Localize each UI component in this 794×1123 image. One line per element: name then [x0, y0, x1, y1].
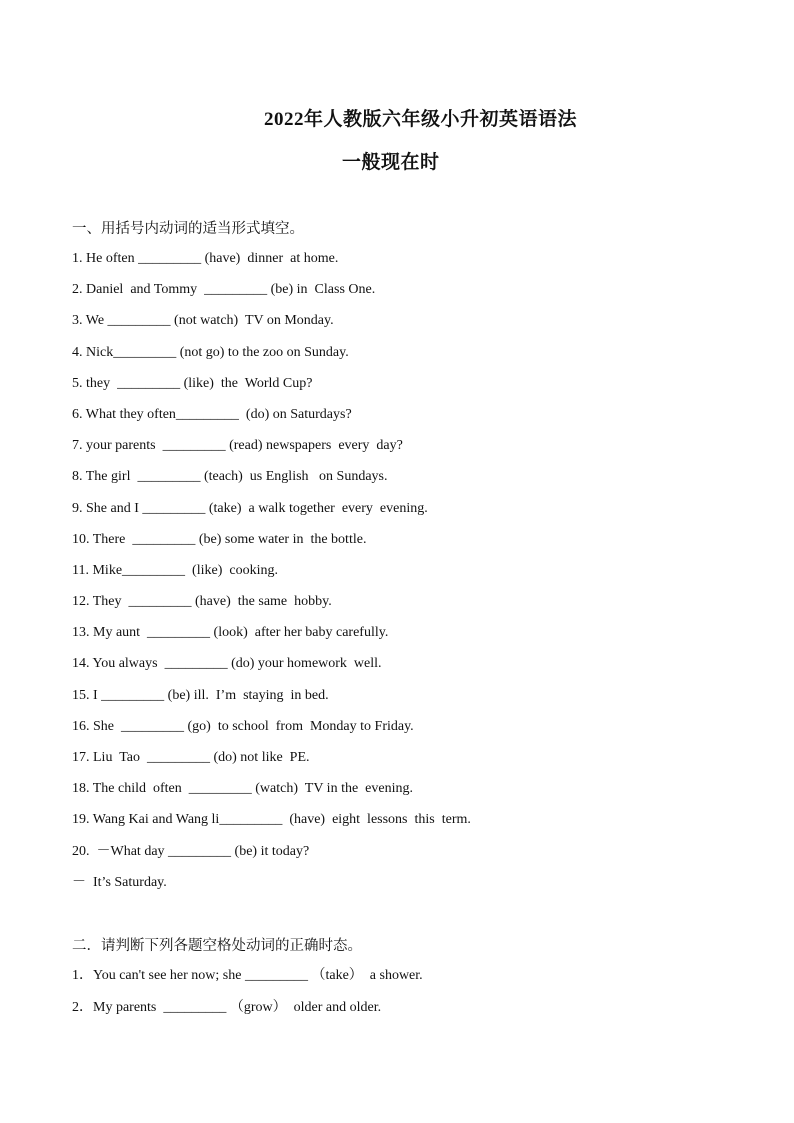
question-item: 2. Daniel and Tommy _________ (be) in Class One. [72, 282, 376, 298]
question-item: 2．My parents _________ （grow） older and older. [72, 999, 382, 1015]
section-1-heading: 一、用括号内动词的适当形式填空。 [72, 221, 304, 237]
question-item: 7. your parents _________ (read) newspapers every day? [72, 438, 403, 454]
question-item: 8. The girl _________ (teach) us English on Sundays. [72, 469, 388, 485]
document-title: 2022年人教版六年级小升初英语语法 [264, 109, 578, 130]
question-item: 17. Liu Tao _________ (do) not like PE. [72, 750, 310, 765]
question-item: 6. What they often_________ (do) on Saturdays? [72, 406, 352, 422]
question-item: 18. The child often _________ (watch) TV in the evening. [72, 781, 413, 797]
answer-line: － It’s Saturday. [72, 874, 167, 890]
question-item: 20. －What day _________ (be) it today? [72, 843, 310, 859]
question-item: 12. They _________ (have) the same hobby. [72, 594, 332, 610]
question-item: 10. There _________ (be) some water in the bottle. [72, 531, 367, 547]
question-item: 19. Wang Kai and Wang li_________ (have) eight lessons this term. [72, 812, 471, 828]
section-2-heading: 二．请判断下列各题空格处动词的正确时态。 [72, 938, 362, 954]
question-item: 15. I _________ (be) ill. I’m staying in bed. [72, 687, 329, 703]
question-item: 1. He often _________ (have) dinner at home. [72, 251, 339, 266]
question-item: 4. Nick_________ (not go) to the zoo on Sunday. [72, 344, 349, 360]
question-item: 13. My aunt _________ (look) after her baby carefully. [72, 625, 389, 641]
question-item: 14. You always _________ (do) your homework well. [72, 656, 382, 672]
question-item: 3. We _________ (not watch) TV on Monday. [72, 313, 334, 329]
document-subtitle: 一般现在时 [342, 152, 440, 173]
question-item: 16. She _________ (go) to school from Monday to Friday. [72, 718, 414, 734]
question-item: 11. Mike_________ (like) cooking. [72, 562, 278, 578]
question-item: 9. She and I _________ (take) a walk together every evening. [72, 500, 428, 516]
question-item: 5. they _________ (like) the World Cup? [72, 375, 313, 391]
question-item: 1．You can't see her now; she _________ （take） a shower. [72, 968, 423, 983]
section-1-questions [72, 249, 471, 904]
section-2-questions [72, 966, 423, 1029]
